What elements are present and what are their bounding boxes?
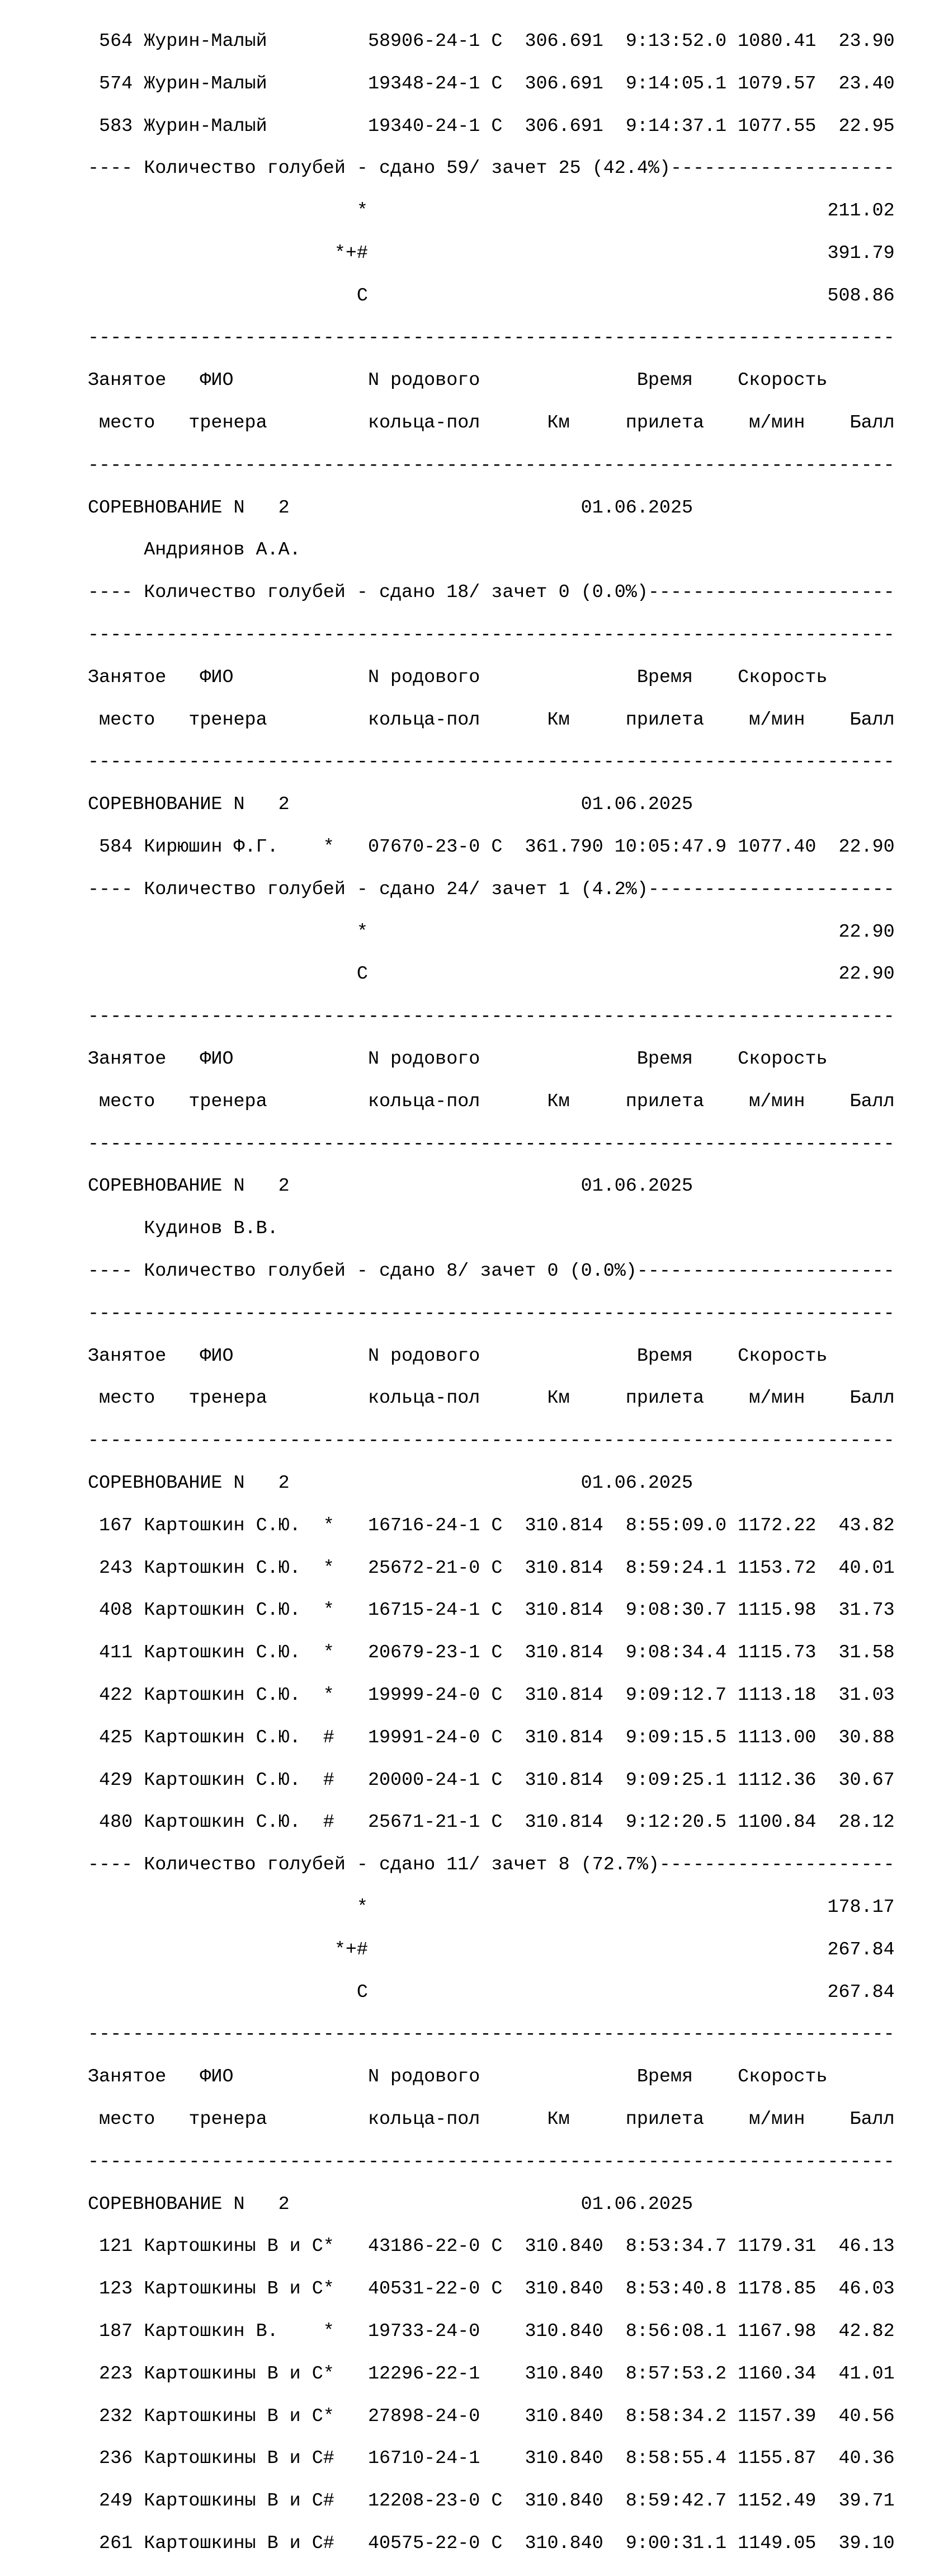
result-row: 121 Картошкины В и С* 43186-22-0 С 310.840 8:53:34.7 1179.31 46.13 — [88, 2236, 895, 2258]
score-total-line: *+# 391.79 — [88, 242, 895, 264]
separator-line: ------------------------------------------------------------------------ — [88, 454, 895, 476]
separator-line: ------------------------------------------------------------------------ — [88, 1006, 895, 1028]
separator-line: ------------------------------------------------------------------------ — [88, 751, 895, 773]
column-header-line: место тренера кольца-пол Км прилета м/мин Балл — [88, 709, 895, 731]
pigeon-count-line: ---- Количество голубей - сдано 11/ зачет 8 (72.7%)--------------------- — [88, 1854, 895, 1876]
result-row: 167 Картошкин С.Ю. * 16716-24-1 С 310.814 8:55:09.0 1172.22 43.82 — [88, 1515, 895, 1536]
separator-line: ------------------------------------------------------------------------ — [88, 624, 895, 646]
result-row: 187 Картошкин В. * 19733-24-0 310.840 8:56:08.1 1167.98 42.82 — [88, 2320, 895, 2342]
result-row: 480 Картошкин С.Ю. # 25671-21-1 С 310.814 9:12:20.5 1100.84 28.12 — [88, 1812, 895, 1834]
result-row: 574 Журин-Малый 19348-24-1 С 306.691 9:14:05.1 1079.57 23.40 — [88, 73, 895, 95]
result-row: 584 Кирюшин Ф.Г. * 07670-23-0 С 361.790 10:05:47.9 1077.40 22.90 — [88, 836, 895, 858]
result-row: 422 Картошкин С.Ю. * 19999-24-0 С 310.814 9:09:12.7 1113.18 31.03 — [88, 1684, 895, 1706]
separator-line: ------------------------------------------------------------------------ — [88, 1303, 895, 1324]
competition-header: СОРЕВНОВАНИЕ N 2 01.06.2025 — [88, 2193, 693, 2215]
score-total-line: * 211.02 — [88, 200, 895, 222]
competition-header: СОРЕВНОВАНИЕ N 2 01.06.2025 — [88, 1473, 693, 1494]
separator-line: ------------------------------------------------------------------------ — [88, 2151, 895, 2173]
score-total-line: С 508.86 — [88, 285, 895, 307]
result-row: 408 Картошкин С.Ю. * 16715-24-1 С 310.814 9:08:30.7 1115.98 31.73 — [88, 1600, 895, 1621]
pigeon-count-line: ---- Количество голубей - сдано 8/ зачет 0 (0.0%)----------------------- — [88, 1261, 895, 1282]
column-header-line: Занятое ФИО N родового Время Скорость — [88, 666, 828, 688]
competition-header: СОРЕВНОВАНИЕ N 2 01.06.2025 — [88, 1176, 693, 1197]
separator-line: ------------------------------------------------------------------------ — [88, 1430, 895, 1452]
result-row: 249 Картошкины В и С# 12208-23-0 С 310.840 8:59:42.7 1152.49 39.71 — [88, 2490, 895, 2512]
result-row: 236 Картошкины В и С# 16710-24-1 310.840 8:58:55.4 1155.87 40.36 — [88, 2448, 895, 2470]
separator-line: ------------------------------------------------------------------------ — [88, 327, 895, 349]
pigeon-count-line: ---- Количество голубей - сдано 24/ зачет 1 (4.2%)---------------------- — [88, 878, 895, 900]
report-sheet — [88, 10, 895, 2576]
result-row: 243 Картошкин С.Ю. * 25672-21-0 С 310.814 8:59:24.1 1153.72 40.01 — [88, 1557, 895, 1579]
result-row: 223 Картошкины В и С* 12296-22-1 310.840 8:57:53.2 1160.34 41.01 — [88, 2363, 895, 2385]
pigeon-count-line: ---- Количество голубей - сдано 18/ зачет 0 (0.0%)---------------------- — [88, 582, 895, 604]
result-row: 583 Журин-Малый 19340-24-1 С 306.691 9:14:37.1 1077.55 22.95 — [88, 115, 895, 137]
pigeon-count-line: ---- Количество голубей - сдано 59/ зачет 25 (42.4%)-------------------- — [88, 158, 895, 180]
column-header-line: место тренера кольца-пол Км прилета м/мин Балл — [88, 2108, 895, 2130]
result-row: 411 Картошкин С.Ю. * 20679-23-1 С 310.814 9:08:34.4 1115.73 31.58 — [88, 1642, 895, 1664]
result-row: 123 Картошкины В и С* 40531-22-0 С 310.840 8:53:40.8 1178.85 46.03 — [88, 2278, 895, 2300]
column-header-line: Занятое ФИО N родового Время Скорость — [88, 1345, 828, 1367]
competition-header: СОРЕВНОВАНИЕ N 2 01.06.2025 — [88, 794, 693, 816]
column-header-line: место тренера кольца-пол Км прилета м/мин Балл — [88, 1388, 895, 1409]
separator-line: ------------------------------------------------------------------------ — [88, 1133, 895, 1155]
column-header-line: Занятое ФИО N родового Время Скорость — [88, 2066, 828, 2088]
result-row: 261 Картошкины В и С# 40575-22-0 С 310.840 9:00:31.1 1149.05 39.10 — [88, 2532, 895, 2554]
column-header-line: место тренера кольца-пол Км прилета м/мин Балл — [88, 412, 895, 434]
score-total-line: С 267.84 — [88, 1981, 895, 2003]
score-total-line: *+# 267.84 — [88, 1939, 895, 1961]
result-row: 232 Картошкины В и С* 27898-24-0 310.840 8:58:34.2 1157.39 40.56 — [88, 2405, 895, 2427]
score-total-line: С 22.90 — [88, 963, 895, 985]
result-row: 425 Картошкин С.Ю. # 19991-24-0 С 310.814 9:09:15.5 1113.00 30.88 — [88, 1727, 895, 1748]
score-total-line: * 22.90 — [88, 921, 895, 943]
column-header-line: место тренера кольца-пол Км прилета м/мин Балл — [88, 1090, 895, 1112]
result-row: 429 Картошкин С.Ю. # 20000-24-1 С 310.814 9:09:25.1 1112.36 30.67 — [88, 1769, 895, 1791]
column-header-line: Занятое ФИО N родового Время Скорость — [88, 1049, 828, 1070]
trainer-name-line: Андриянов А.А. — [88, 539, 301, 561]
column-header-line: Занятое ФИО N родового Время Скорость — [88, 370, 828, 392]
score-total-line: * 178.17 — [88, 1896, 895, 1918]
result-row: 564 Журин-Малый 58906-24-1 С 306.691 9:13:52.0 1080.41 23.90 — [88, 30, 895, 52]
competition-header: СОРЕВНОВАНИЕ N 2 01.06.2025 — [88, 497, 693, 519]
trainer-name-line: Кудинов В.В. — [88, 1218, 279, 1240]
separator-line: ------------------------------------------------------------------------ — [88, 2024, 895, 2046]
